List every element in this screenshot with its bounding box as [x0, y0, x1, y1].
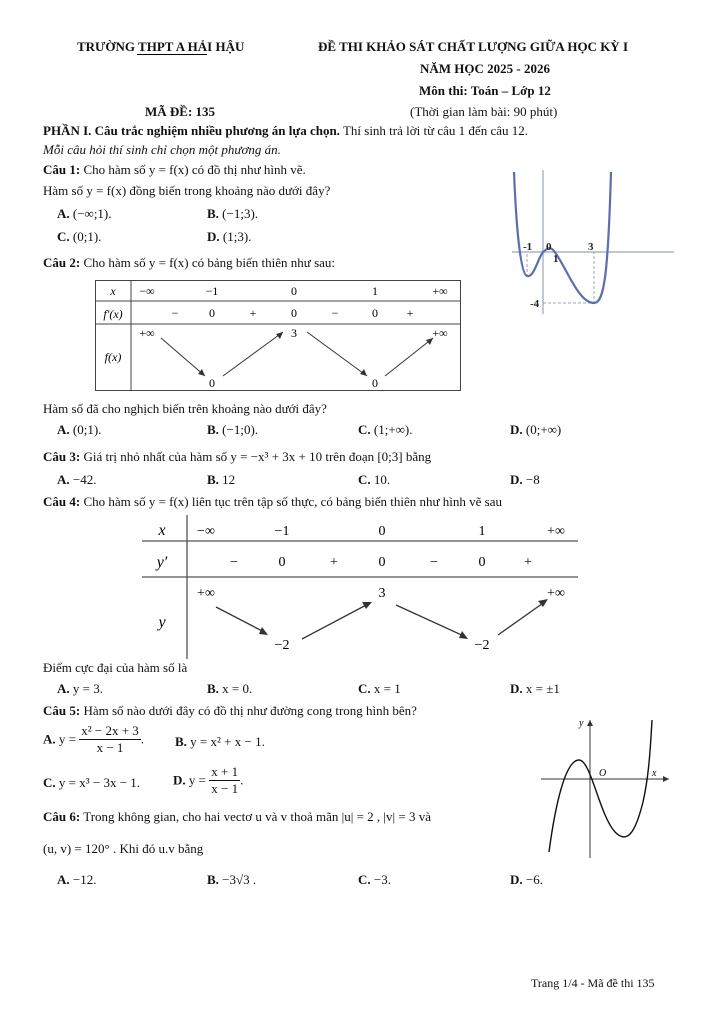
q2-sign2: + [249, 306, 257, 320]
q4-y2: 3 [378, 586, 386, 601]
q6-stem1 [43, 809, 431, 825]
q2-f2: 3 [291, 326, 297, 340]
q4-arrowhead-2 [362, 602, 372, 609]
q4-sign6: + [524, 555, 532, 570]
q6-option-d[interactable]: D. −6. [510, 872, 543, 887]
q4-option-c[interactable]: C. x = 1 [358, 681, 401, 696]
q2-arrow-4 [385, 338, 433, 376]
q5-option-a[interactable]: A. y = $\frac{\text{x² − 2x + 3}}{x - 1}$ . [43, 723, 145, 755]
q3-stem-text: Giá trị nhỏ nhất của hàm số y = −x³ + 3x + 10 trên đoạn [0;3] bằng [83, 449, 432, 464]
q3-option-b[interactable]: B. 12 [207, 472, 236, 487]
q6-stem2: (u, v) = 120° . Khi đó u.v bằng [43, 841, 204, 856]
exam-year: NĂM HỌC 2025 - 2026 [420, 61, 550, 76]
q4-arrow-3 [396, 605, 466, 637]
q2-stem2: Hàm số đã cho nghịch biến trên khoảng nào dưới đây? [43, 401, 327, 416]
q3-option-d[interactable]: D. −8 [510, 472, 540, 487]
q5-d-fraction: $\frac{x + 1}{x - 1}$ [211, 764, 239, 796]
part1-heading [43, 123, 528, 139]
q2-sign3: 0 [291, 306, 297, 320]
q1-graph [508, 166, 680, 316]
part1-instruction: Thí sinh trả lời từ câu 1 đến câu 12. [339, 123, 528, 138]
q4-arrowhead-3 [459, 631, 468, 639]
q4-arrowhead-1 [259, 627, 268, 635]
q4-y4: +∞ [547, 586, 565, 601]
exam-code: MÃ ĐỀ: 135 [145, 104, 216, 119]
q2-arrowhead-4 [426, 338, 433, 345]
q2-f3: 0 [372, 376, 378, 390]
q2-fp-label: f′(x) [103, 307, 123, 321]
page-footer: Trang 1/4 - Mã đề thi 135 [531, 976, 655, 990]
q5-stem [43, 703, 417, 719]
q2-arrow-3 [307, 332, 367, 376]
q1-label: Câu 1: [43, 162, 81, 177]
q4-x4: +∞ [547, 524, 565, 539]
q2-sign4: − [331, 306, 339, 320]
q5-x-arrow [663, 776, 669, 782]
q4-sign3: 0 [378, 555, 386, 570]
q1-stem1: Cho hàm số y = f(x) có đồ thị như hình vẽ. [83, 162, 306, 177]
q2-option-c[interactable]: C. (1;+∞). [358, 422, 413, 437]
q3-label: Câu 3: [43, 449, 81, 464]
q4-option-a[interactable]: A. y = 3. [57, 681, 103, 696]
q2-f-label: f(x) [104, 350, 122, 364]
q2-sign0: − [171, 306, 179, 320]
q4-x2: 0 [378, 524, 386, 539]
q6-option-a[interactable]: A. −12. [57, 872, 97, 887]
q1-label-zero: 0 [546, 241, 552, 253]
q4-yp-label: y′ [156, 554, 168, 571]
q4-y0: +∞ [197, 586, 215, 601]
q4-sign0: − [230, 555, 238, 570]
q4-option-d[interactable]: D. x = ±1 [510, 681, 560, 696]
q1-stem [43, 162, 306, 178]
q4-y1: −2 [274, 638, 290, 653]
q4-option-b[interactable]: B. x = 0. [207, 681, 253, 696]
q2-arrow-2 [223, 332, 283, 376]
q3-stem [43, 449, 431, 465]
q2-option-b[interactable]: B. (−1;0). [207, 422, 259, 437]
part1-note: Mỗi câu hỏi thí sinh chỉ chọn một phương án. [43, 142, 281, 157]
q1-option-d[interactable]: D. (1;3). [207, 229, 252, 244]
q4-x3: 1 [478, 524, 486, 539]
q1-label-three: 3 [588, 241, 594, 253]
q5-label-x: x [652, 768, 657, 779]
q4-sign1: 0 [278, 555, 286, 570]
q1-curve [514, 172, 611, 303]
exam-title: ĐỀ THI KHẢO SÁT CHẤT LƯỢNG GIỮA HỌC KỲ I [318, 39, 629, 54]
q4-y-label: y [158, 614, 166, 631]
q2-f1: 0 [209, 376, 215, 390]
q4-stem2: Điểm cực đại của hàm số là [43, 660, 188, 675]
q4-arrow-1 [216, 607, 266, 633]
q4-x-label: x [158, 522, 166, 539]
q2-f4: +∞ [432, 326, 448, 340]
q4-y3: −2 [474, 638, 490, 653]
q4-x1: −1 [274, 524, 290, 539]
q1-label-m4: -4 [530, 298, 540, 310]
q2-x-label: x [110, 284, 116, 298]
q2-x1: −1 [205, 284, 219, 298]
q2-arrowhead-2 [276, 332, 283, 339]
exam-time: (Thời gian làm bài: 90 phút) [410, 104, 558, 119]
q4-stem-text: Cho hàm số y = f(x) liên tục trên tập số thực, có bảng biến thiên như hình vẽ sau [83, 494, 503, 509]
q4-x0: −∞ [197, 524, 215, 539]
q6-option-c[interactable]: C. −3. [358, 872, 391, 887]
q5-label-y: y [579, 718, 584, 729]
q2-arrowhead-1 [198, 369, 205, 376]
q5-curve [549, 720, 652, 852]
q2-arrow-1 [161, 338, 205, 376]
q5-option-d[interactable]: D. y = $\frac{x + 1}{x - 1}$ . [173, 764, 244, 796]
q2-stem-text: Cho hàm số y = f(x) có bảng biến thiên như sau: [83, 255, 336, 270]
q4-variation-table [142, 515, 578, 659]
q2-sign1: 0 [209, 306, 215, 320]
q4-label: Câu 4: [43, 494, 81, 509]
q6-option-b[interactable]: B. −3√3 . [207, 872, 257, 887]
q2-label: Câu 2: [43, 255, 81, 270]
q2-x2: 0 [291, 284, 297, 298]
q1-option-a[interactable]: A. (−∞;1). [57, 206, 112, 221]
q6-label: Câu 6: [43, 809, 81, 824]
q1-stem2: Hàm số y = f(x) đồng biến trong khoảng nào dưới đây? [43, 183, 331, 198]
q3-option-a[interactable]: A. −42. [57, 472, 97, 487]
q2-f0: +∞ [139, 326, 155, 340]
q5-label-o: O [599, 768, 607, 779]
q3-option-c[interactable]: C. 10. [358, 472, 391, 487]
part1-title: PHẦN I. Câu trắc nghiệm nhiều phương án lựa chọn. [43, 123, 340, 138]
q2-arrowhead-3 [360, 369, 367, 376]
q5-a-fraction: $\frac{\text{x² − 2x + 3}}{x - 1}$ [81, 723, 139, 755]
q4-sign5: 0 [478, 555, 486, 570]
q2-x4: +∞ [432, 284, 448, 298]
school-name: TRƯỜNG THPT A HẢI HẬU [77, 39, 245, 54]
exam-subject: Môn thi: Toán – Lớp 12 [419, 83, 551, 98]
q2-sign5: 0 [372, 306, 378, 320]
q5-option-c[interactable]: C. y = x³ − 3x − 1. [43, 775, 141, 790]
q5-option-b[interactable]: B. y = x² + x − 1. [175, 734, 265, 749]
q5-y-arrow [587, 720, 593, 726]
q1-label-one: 1 [553, 253, 559, 265]
q1-label-m1: -1 [523, 241, 533, 253]
q4-sign2: + [330, 555, 338, 570]
q5-graph [535, 712, 675, 862]
q2-stem [43, 255, 335, 271]
q4-arrow-2 [302, 603, 370, 639]
q2-sign6: + [406, 306, 414, 320]
q5-stem-text: Hàm số nào dưới đây có đồ thị như đường cong trong hình bên? [83, 703, 417, 718]
q2-variation-table [95, 280, 461, 392]
q2-option-a[interactable]: A. (0;1). [57, 422, 102, 437]
q4-stem [43, 494, 502, 510]
q4-sign4: − [430, 555, 438, 570]
school-underline [137, 54, 207, 55]
q1-option-b[interactable]: B. (−1;3). [207, 206, 259, 221]
q2-x3: 1 [372, 284, 378, 298]
q6-stem1-text: Trong không gian, cho hai vectơ u và v thoả mãn |u| = 2 , |v| = 3 và [83, 809, 431, 824]
q2-option-d[interactable]: D. (0;+∞) [510, 422, 562, 437]
q2-x0: −∞ [139, 284, 155, 298]
q1-option-c[interactable]: C. (0;1). [57, 229, 102, 244]
q4-arrow-4 [498, 601, 546, 635]
q5-label: Câu 5: [43, 703, 81, 718]
